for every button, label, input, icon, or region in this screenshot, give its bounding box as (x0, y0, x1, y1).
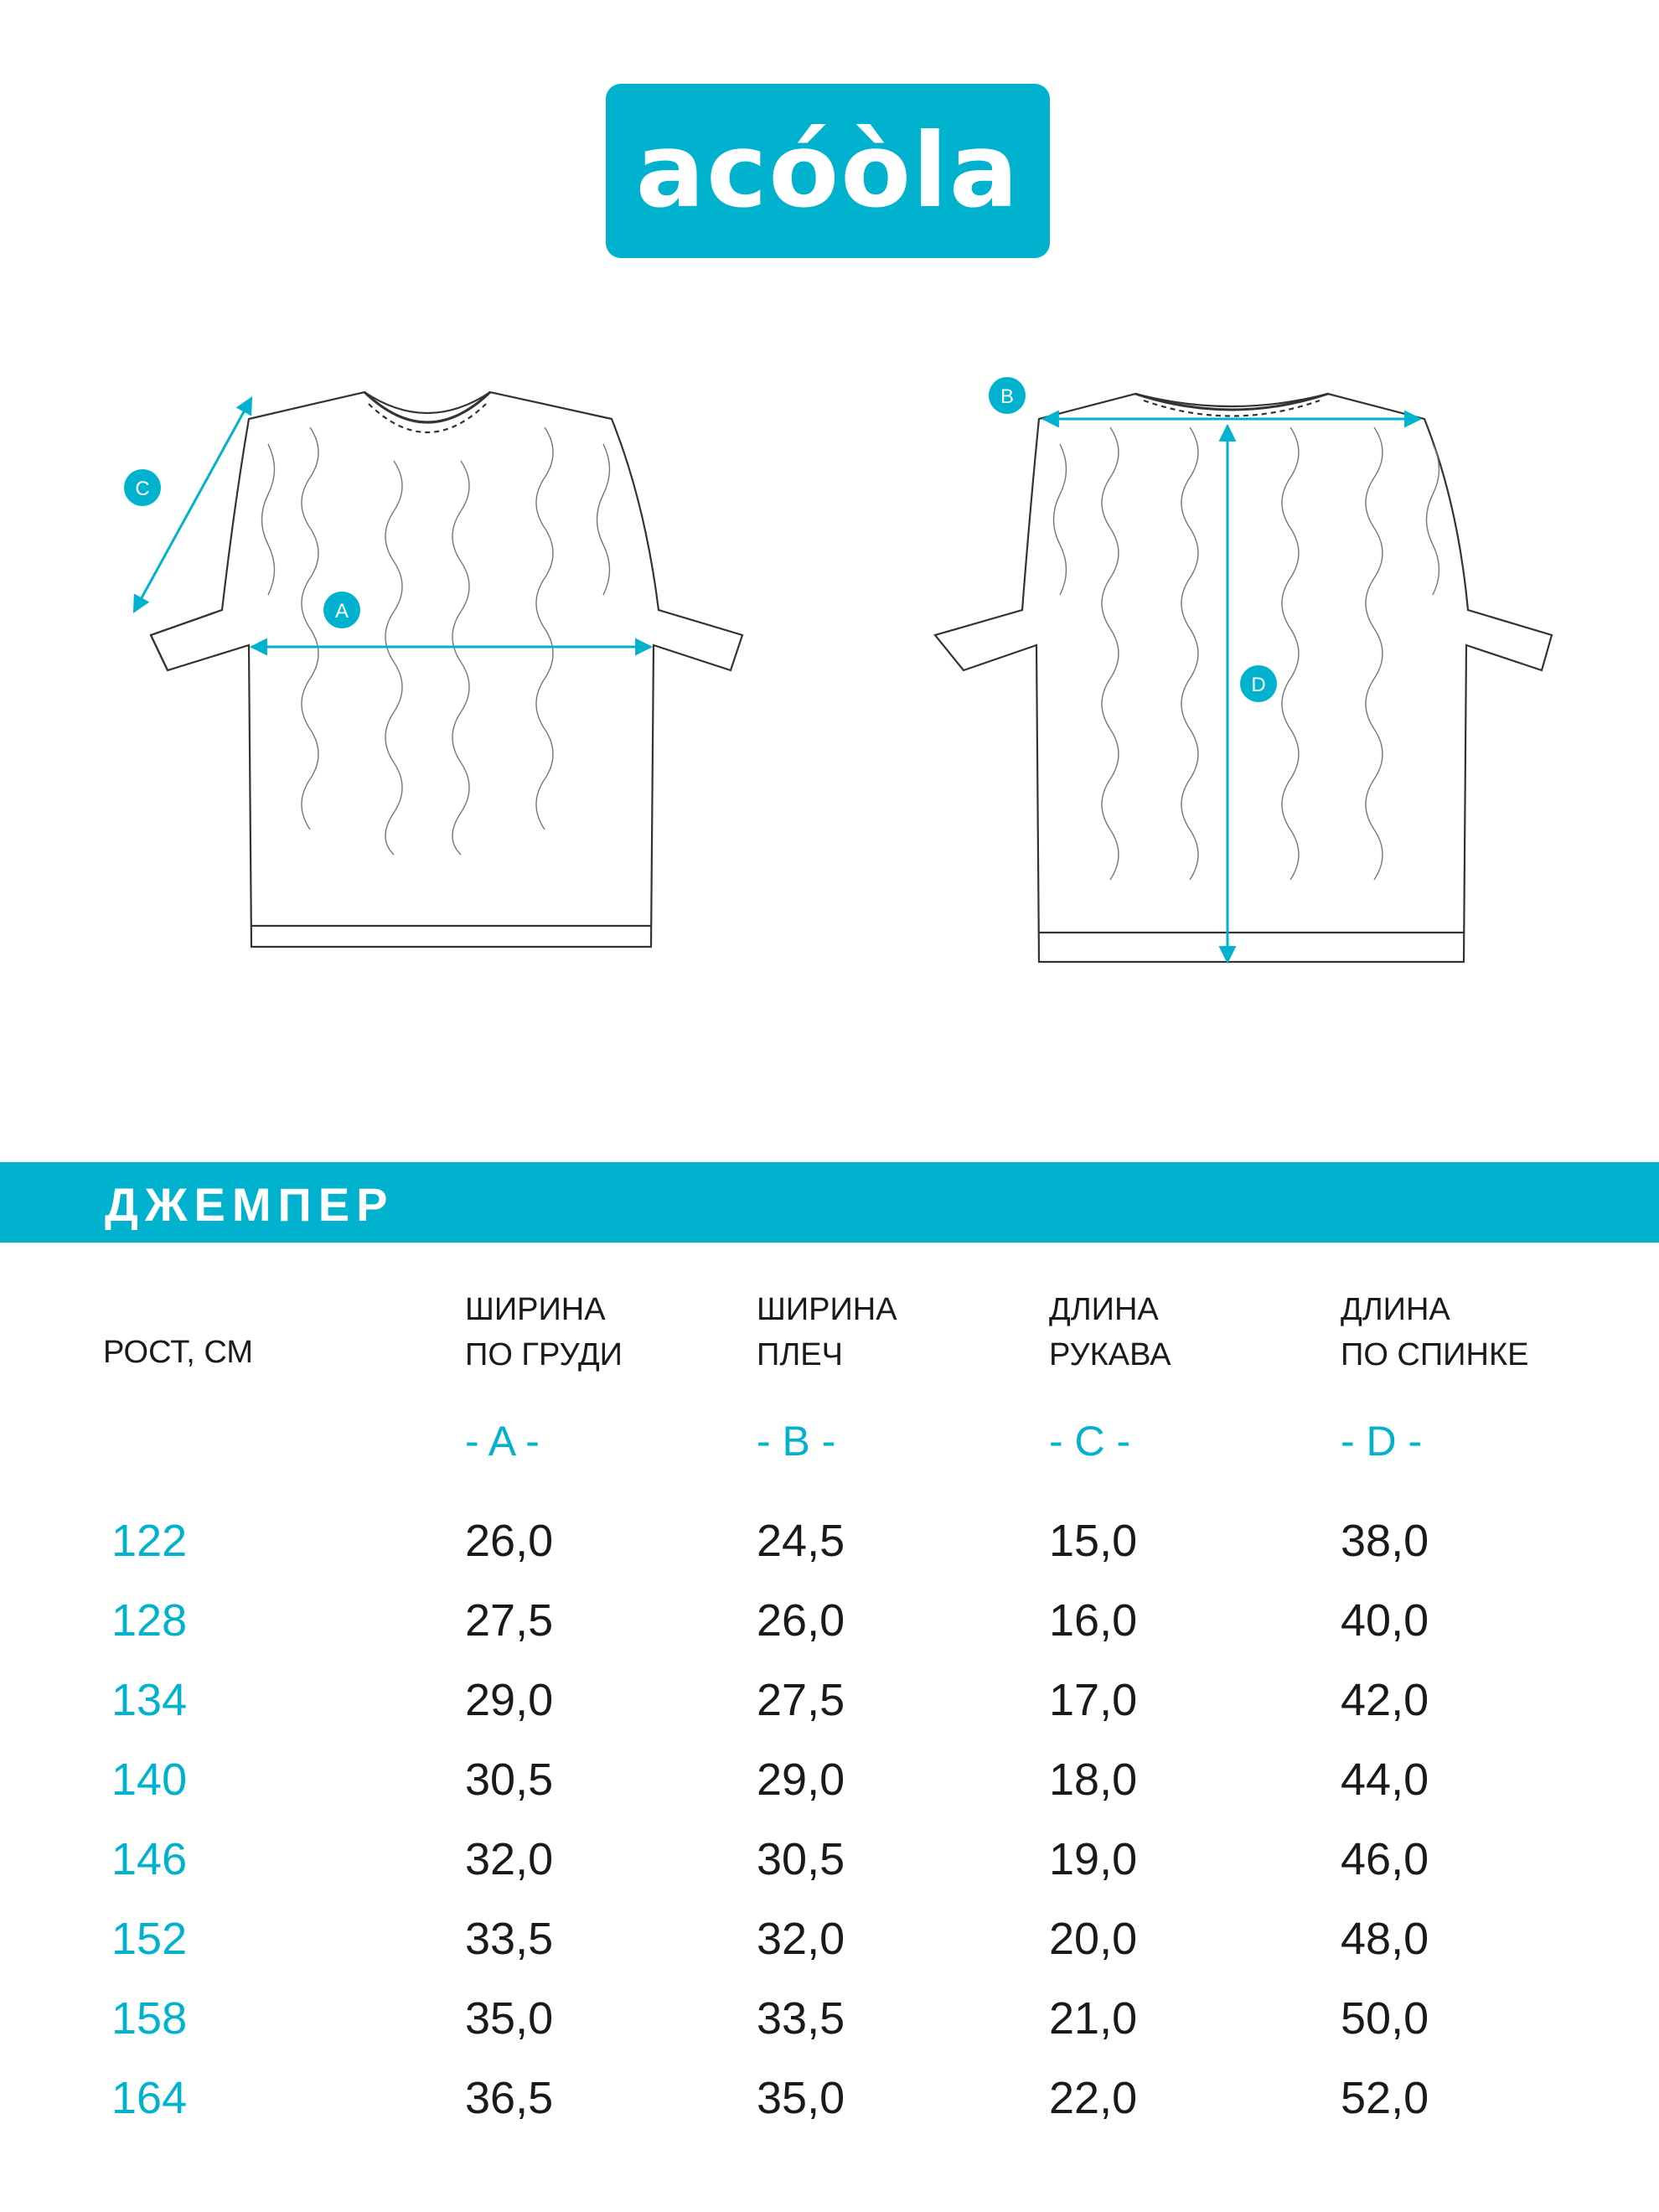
height-value: 158 (111, 1993, 188, 2044)
value-c: 20,0 (1049, 1914, 1138, 1964)
value-a: 33,5 (465, 1914, 554, 1964)
column-header-c: ДЛИНА РУКАВА (1049, 1292, 1171, 1372)
value-d: 46,0 (1341, 1834, 1429, 1884)
marker-a (323, 592, 360, 628)
height-header: РОСТ, СМ (103, 1335, 254, 1370)
value-b: 27,5 (757, 1675, 845, 1725)
value-b: 33,5 (757, 1993, 845, 2044)
column-code-d: - D - (1341, 1418, 1423, 1465)
height-value: 146 (111, 1834, 188, 1884)
column-code-a: - A - (465, 1418, 540, 1465)
value-c: 16,0 (1049, 1595, 1138, 1646)
svg-text:A: A (334, 600, 349, 623)
value-d: 44,0 (1341, 1755, 1429, 1805)
column-code-c: - C - (1049, 1418, 1131, 1465)
svg-text:B: B (1000, 385, 1015, 408)
value-b: 26,0 (757, 1595, 845, 1646)
value-b: 29,0 (757, 1755, 845, 1805)
value-b: 35,0 (757, 2073, 845, 2123)
height-value: 122 (111, 1516, 188, 1566)
value-a: 26,0 (465, 1516, 554, 1566)
value-c: 19,0 (1049, 1834, 1138, 1884)
marker-b (989, 377, 1026, 414)
brand-logo-text: acóòla (635, 111, 1021, 230)
value-a: 32,0 (465, 1834, 554, 1884)
value-c: 21,0 (1049, 1993, 1138, 2044)
jumper-front-icon (134, 392, 742, 947)
brand-logo (606, 84, 1050, 258)
value-d: 52,0 (1341, 2073, 1429, 2123)
height-value: 140 (111, 1755, 188, 1805)
value-a: 30,5 (465, 1755, 554, 1805)
value-a: 27,5 (465, 1595, 554, 1646)
svg-text:C: C (135, 478, 150, 500)
column-header-b: ШИРИНА ПЛЕЧ (757, 1292, 897, 1372)
value-b: 32,0 (757, 1914, 845, 1964)
height-value: 128 (111, 1595, 188, 1646)
value-d: 38,0 (1341, 1516, 1429, 1566)
value-d: 50,0 (1341, 1993, 1429, 2044)
value-b: 30,5 (757, 1834, 845, 1884)
svg-text:D: D (1251, 674, 1266, 696)
value-a: 35,0 (465, 1993, 554, 2044)
value-a: 29,0 (465, 1675, 554, 1725)
value-c: 17,0 (1049, 1675, 1138, 1725)
value-a: 36,5 (465, 2073, 554, 2123)
column-header-a: ШИРИНА ПО ГРУДИ (465, 1292, 623, 1372)
value-c: 18,0 (1049, 1755, 1138, 1805)
value-d: 40,0 (1341, 1595, 1429, 1646)
height-value: 134 (111, 1675, 188, 1725)
column-header-d: ДЛИНА ПО СПИНКЕ (1341, 1292, 1529, 1372)
column-code-b: - B - (757, 1418, 836, 1465)
value-d: 48,0 (1341, 1914, 1429, 1964)
marker-c (124, 469, 161, 506)
value-d: 42,0 (1341, 1675, 1429, 1725)
value-c: 22,0 (1049, 2073, 1138, 2123)
height-value: 164 (111, 2073, 188, 2123)
height-value: 152 (111, 1914, 188, 1964)
measurement-diagram (117, 335, 1592, 1072)
value-b: 24,5 (757, 1516, 845, 1566)
value-c: 15,0 (1049, 1516, 1138, 1566)
marker-d (1240, 665, 1277, 702)
product-title: ДЖЕМПЕР (105, 1178, 395, 1231)
